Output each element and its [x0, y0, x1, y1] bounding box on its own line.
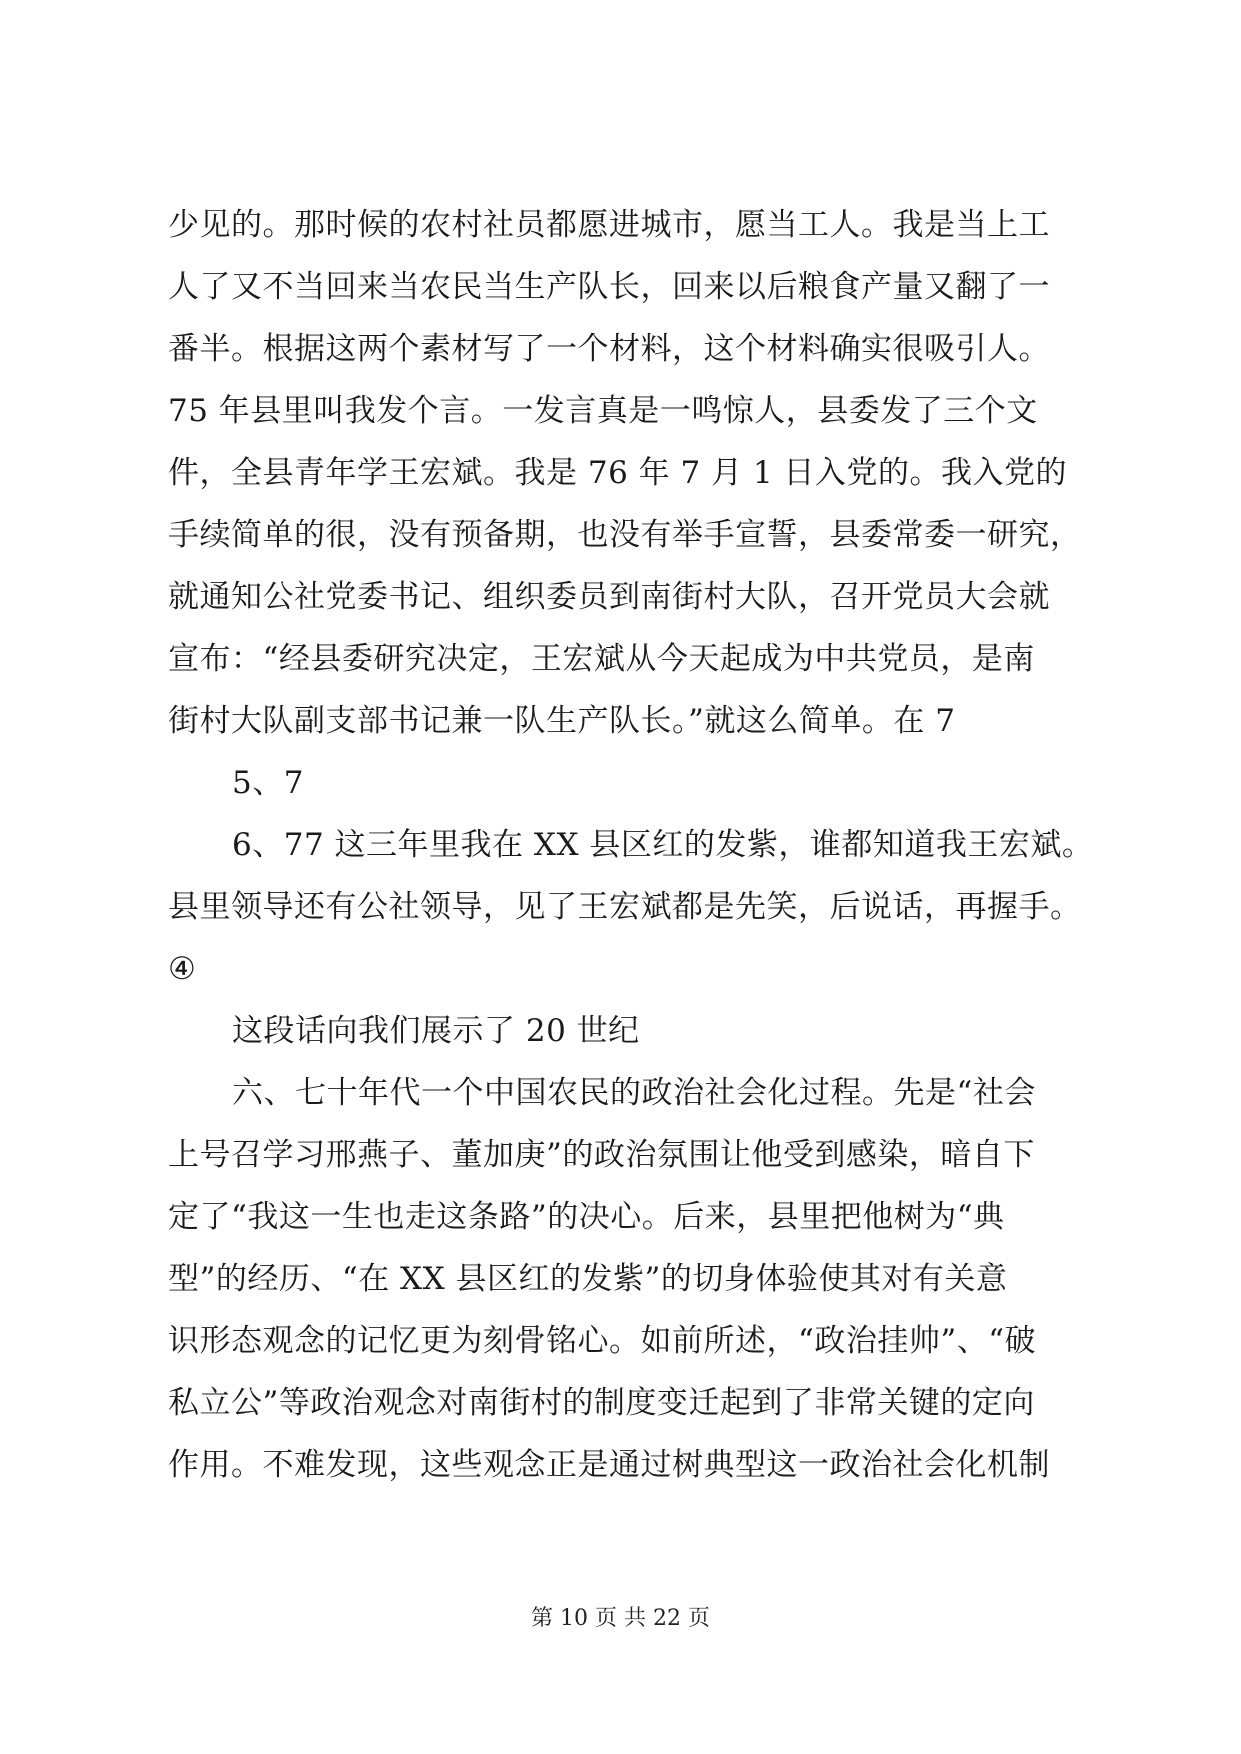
- text-line: 人了又不当回来当农民当生产队长，回来以后粮食产量又翻了一: [168, 269, 1050, 305]
- text-line: 就通知公社党委书记、组织委员到南街村大队，召开党员大会就: [168, 579, 1050, 615]
- text-line: 75 年县里叫我发个言。一发言真是一鸣惊人，县委发了三个文: [168, 393, 1038, 429]
- text-line: 5、7: [232, 765, 304, 801]
- text-line: 上号召学习邢燕子、董加庚”的政治氛围让他受到感染，暗自下: [168, 1137, 1035, 1173]
- text-line: 私立公”等政治观念对南街村的制度变迁起到了非常关键的定向: [168, 1385, 1035, 1421]
- text-line: 六、七十年代一个中国农民的政治社会化过程。先是“社会: [232, 1075, 1036, 1111]
- text-line: 型”的经历、“在 XX 县区红的发紫”的切身体验使其对有关意: [168, 1261, 1008, 1297]
- text-line: 县里领导还有公社领导，见了王宏斌都是先笑，后说话，再握手。: [168, 889, 1082, 925]
- text-line: 件，全县青年学王宏斌。我是 76 年 7 月 1 日入党的。我入党的: [168, 455, 1068, 491]
- text-line: 识形态观念的记忆更为刻骨铭心。如前所述，“政治挂帅”、“破: [168, 1323, 1037, 1359]
- text-line: 6、77 这三年里我在 XX 县区红的发紫，谁都知道我王宏斌。: [232, 827, 1094, 863]
- text-line: 少见的。那时候的农村社员都愿进城市，愿当工人。我是当上工: [168, 207, 1050, 243]
- text-line: 作用。不难发现，这些观念正是通过树典型这一政治社会化机制: [168, 1447, 1050, 1483]
- text-line: 街村大队副支部书记兼一队生产队长。”就这么简单。在 7: [168, 703, 956, 739]
- page-number-footer: 第 10 页 共 22 页: [531, 1606, 710, 1631]
- body-text: [168, 194, 1094, 1496]
- text-line: 番半。根据这两个素材写了一个材料，这个材料确实很吸引人。: [168, 331, 1050, 367]
- text-line: 宣布：“经县委研究决定，王宏斌从今天起成为中共党员，是南: [168, 641, 1035, 677]
- text-line: 这段话向我们展示了 20 世纪: [232, 1013, 640, 1049]
- text-line: 手续简单的很，没有预备期，也没有举手宣誓，县委常委一研究，: [168, 517, 1082, 553]
- footnote-marker: ④: [168, 951, 197, 987]
- text-line: 定了“我这一生也走这条路”的决心。后来，县里把他树为“典: [168, 1199, 1005, 1235]
